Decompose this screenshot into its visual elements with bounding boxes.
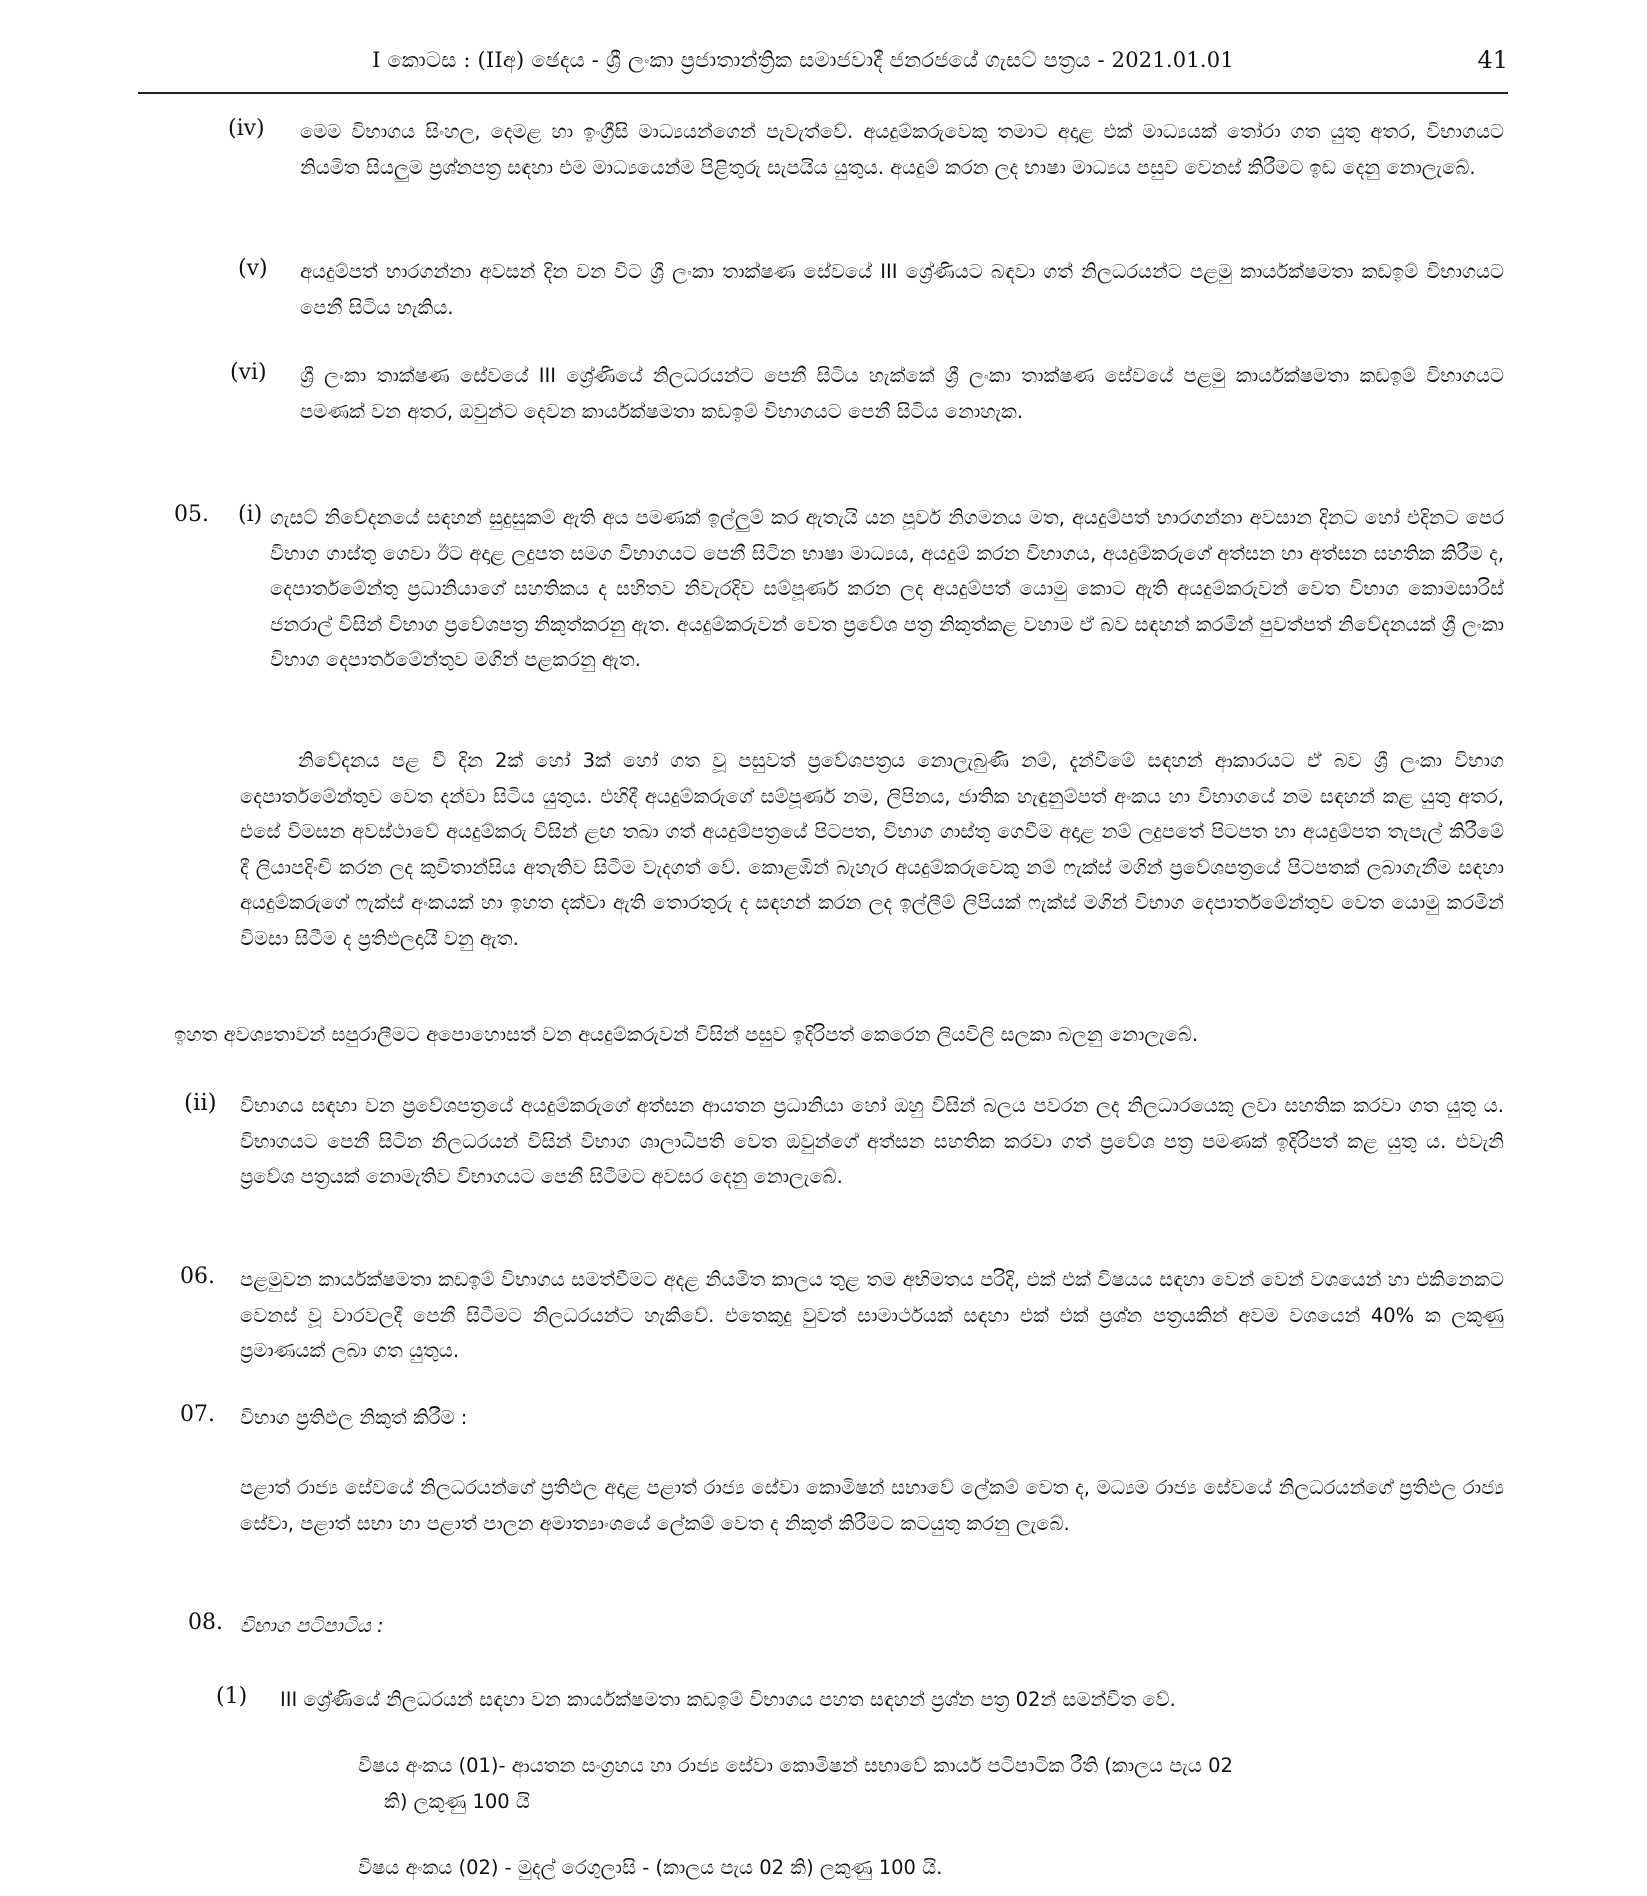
section-08-item1-text: III ශ්‍රේණියේ නිලධරයන් සඳහා වන කාර්යක්ෂමතා කඩඉම් විභාගය පහත සඳහන් ප්‍රශ්න පත්‍ර 02න් සමන්විත වේ. (280, 1688, 1176, 1711)
section-05-ii-text: විභාගය සඳහා වන ප්‍රවේශපත්‍රයේ අයදුම්කරුගේ අත්සන ආයතන ප්‍රධානියා හෝ ඔහු විසින් බලය පවරන ලද නිලධාරයෙකු ලවා සහතික කරවා ගත යුතු ය. විභාගයට පෙනී සිටින නිලධරයන් විසින් විභාග ශාලාධිපති වෙත ඔවුන්ගේ අත්සන සහතික කරවා ගත් ප්‍රවේශ පත්‍ර පමණක් ඉදිරිපත් කළ යුතු ය. එවැනි ප්‍රවේශ පත්‍රයක් නොමැතිව විභාගයට පෙනී සිටීමට අවසර දෙනු නොලැබේ. (240, 1094, 1504, 1189)
subject-02: විෂය අංකය (02) - මුදල් රෙගුලාසි - (කාලය පැය 02 කි) ලකුණු 100 යි. (358, 1856, 943, 1879)
item-vi-text: ශ්‍රී ලංකා තාක්ෂණ සේවයේ III ශ්‍රේණියේ නිලධරයන්ට පෙනී සිටිය හැක්කේ ශ්‍රී ලංකා තාක්ෂණ සේවයේ පළමු කාර්යක්ෂමතා කඩඉම් විභාගයට පමණක් වන අතර, ඔවුන්ට දෙවන කාර්යක්ෂමතා කඩඉම් විභාගයට පෙනී සිටිය නොහැක. (300, 364, 1504, 423)
item-v-label: (v) (238, 256, 268, 281)
section-05-para1: ගැසට් නිවේදනයේ සඳහන් සුදුසුකම් ඇති අය පමණක් ඉල්ලුම් කර ඇතැයි යන පූර්ව නිගමනය මත, අයදුම්පත් භාරගන්නා අවසාන දිනට හෝ එදිනට පෙර විභාග ගාස්තු ගෙවා ඊට අදාළ ලදුපත සමග විභාගයට පෙනී සිටින භාෂා මාධ්‍යය, අයදුම් කරන විභාගය, අයදුම්කරුගේ අත්සන හා අත්සන සහතික කිරීම ද, දෙපාර්තමේන්තු ප්‍රධානියාගේ සහතිකය ද සහිතව නිවැරදිව සම්පූර්ණ කරන ලද අයදුම්පත් යොමු කොට ඇති අයදුම්කරුවන් වෙත විභාග කොමසාරිස් ජනරාල් විසින් විභාග ප්‍රවේශපත්‍ර නිකුත්කරනු ඇත. අයදුම්කරුවන් වෙත ප්‍රවේශ පත්‍ර නිකුත්කළ වහාම ඒ බව සඳහන් කරමින් පුවත්පත් නිවේදනයක් ශ්‍රී ලංකා විභාග දෙපාර්තමේන්තුව මගින් පළකරනු ඇත. (270, 506, 1504, 672)
section-08-item1-label: (1) (216, 1684, 248, 1709)
subject-01-line2: කි) ලකුණු 100 යි (384, 1790, 530, 1813)
header-title: I කොටස : (IIඅ) ඡෙදය - ශ්‍රී ලංකා ප්‍රජාතාන්ත්‍රික සමාජවාදී ජනරජයේ ගැසට් පත්‍රය - 2021.01.01 (372, 48, 1234, 72)
item-vi-label: (vi) (230, 360, 267, 385)
subject-01-line1: විෂය අංකය (01)- ආයතන සංග්‍රහය හා රාජ්‍ය සේවා කොමිෂන් සභාවේ කාර්ය පටිපාටික රීති (කාලය පැය 02 (358, 1754, 1233, 1777)
section-07-heading: විභාග ප්‍රතිඵල නිකුත් කිරීම : (240, 1406, 468, 1429)
page-number: 41 (1477, 46, 1508, 74)
section-07-text: පළාත් රාජ්‍ය සේවයේ නිලධරයන්ගේ ප්‍රතිඵල අදාළ පළාත් රාජ්‍ය සේවා කොමිෂන් සභාවේ ලේකම් වෙත ද, මධ්‍යම රාජ්‍ය සේවයේ නිලධරයන්ගේ ප්‍රතිඵල රාජ්‍ය සේවා, පළාත් සභා හා පළාත් පාලන අමාත්‍යාංශයේ ලේකම් වෙත ද නිකුත් කිරීමට කටයුතු කරනු ලැබේ. (240, 1476, 1504, 1535)
section-06-text: පළමුවන කාර්යක්ෂමතා කඩඉම් විභාගය සමත්වීමට අදළ නියමිත කාලය තුළ තම අභිමතය පරිදි, එක් එක් විෂයය සඳහා වෙන් වෙන් වශයෙන් හා එකිනෙකට වෙනස් වූ වාරවලදී පෙනී සිටීමට නිලධරයන්ට හැකිවේ. එතෙකුදු වුවත් සාමාර්ථයක් සඳහා එක් එක් ප්‍රශ්න පත්‍රයකින් අවම වශයෙන් 40% ක ලකුණු ප්‍රමාණයක් ලබා ගත යුතුය. (240, 1268, 1504, 1363)
section-05-para2: නිවේදනය පළ වී දින 2ක් හෝ 3ක් හෝ ගත වූ පසුවත් ප්‍රවේශපත්‍රය නොලැබුණි නම්, දැන්වීමේ සඳහන් ආකාරයට ඒ බව ශ්‍රී ලංකා විභාග දෙපාර්තමේන්තුව වෙත දන්වා සිටිය යුතුය. එහිදී අයදුම්කරුගේ සම්පූර්ණ නම, ලිපිනය, ජාතික හැඳුනුම්පත් අංකය හා විභාගයේ නම සඳහන් කළ යුතු අතර, එසේ විමසන අවස්ථාවේ අයදුම්කරු විසින් ළඟ තබා ගත් අයදුම්පත්‍රයේ පිටපත, විභාග ගාස්තු ගෙවීම අදාළ නම් ලදුපතේ පිටපත හා අයදුම්පත තැපැල් කිරීමේ දී ලියාපදිංචි කරන ලද කුවිතාන්සිය අතැතිව සිටීම වැදගත් වේ. කොළඹින් බැහැර අයදුම්කරුවෙකු නම් ෆැක්ස් මගින් ප්‍රවේශපත්‍රයේ පිටපතක් ලබාගැනීම සඳහා අයදුම්කරුගේ ෆැක්ස් අංකයක් හා ඉහත දක්වා ඇති තොරතුරු ද සඳහන් කරන ලද ඉල්ලීම් ලිපියක් ෆැක්ස් මගින් විභාග දෙපාර්තමේන්තුව වෙත යොමු කරමින් විමසා සිටීම ද ප්‍රතිඵලදායී වනු ඇත. (240, 749, 1504, 950)
section-07-label: 07. (180, 1402, 215, 1427)
section-08-label: 08. (188, 1610, 223, 1635)
section-06-label: 06. (180, 1264, 215, 1289)
page-header (138, 44, 1508, 94)
section-05-note: ඉහත අවශ්‍යතාවන් සපුරාලීමට අපොහොසත් වන අයදුම්කරුවන් විසින් පසුව ඉදිරිපත් කෙරෙන ලියවිලි සලකා බලනු නොලැබේ. (174, 1023, 1199, 1046)
item-v-text: අයදුම්පත් භාරගන්නා අවසන් දින වන විට ශ්‍රී ලංකා තාක්ෂණ සේවයේ III ශ්‍රේණියට බඳවා ගත් නිලධරයන්ට පළමු කාර්යක්ෂමතා කඩඉම් විභාගයට පෙනී සිටිය හැකිය. (300, 260, 1504, 319)
item-iv-label: (iv) (228, 116, 265, 141)
section-05-label: 05. (174, 502, 209, 527)
item-iv-text: මෙම විභාගය සිංහල, දෙමළ හා ඉංග්‍රීසි මාධ්‍යයන්ගෙන් පැවැත්වේ. අයදුම්කරුවෙකු තමාට අදාළ එක් මාධ්‍යයක් තෝරා ගත යුතු අතර, විභාගයට නියමිත සියලුම ප්‍රශ්නපත්‍ර සඳහා එම මාධ්‍යයෙන්ම පිළිතුරු සැපයිය යුතුය. අයදුම් කරන ලද භාෂා මාධ්‍යය පසුව වෙනස් කිරීමට ඉඩ දෙනු නොලැබේ. (300, 120, 1504, 179)
section-08-heading: විභාග පටිපාටිය : (240, 1614, 384, 1637)
section-05-sub-label: (i) (238, 502, 263, 527)
section-05-ii-label: (ii) (184, 1090, 217, 1116)
